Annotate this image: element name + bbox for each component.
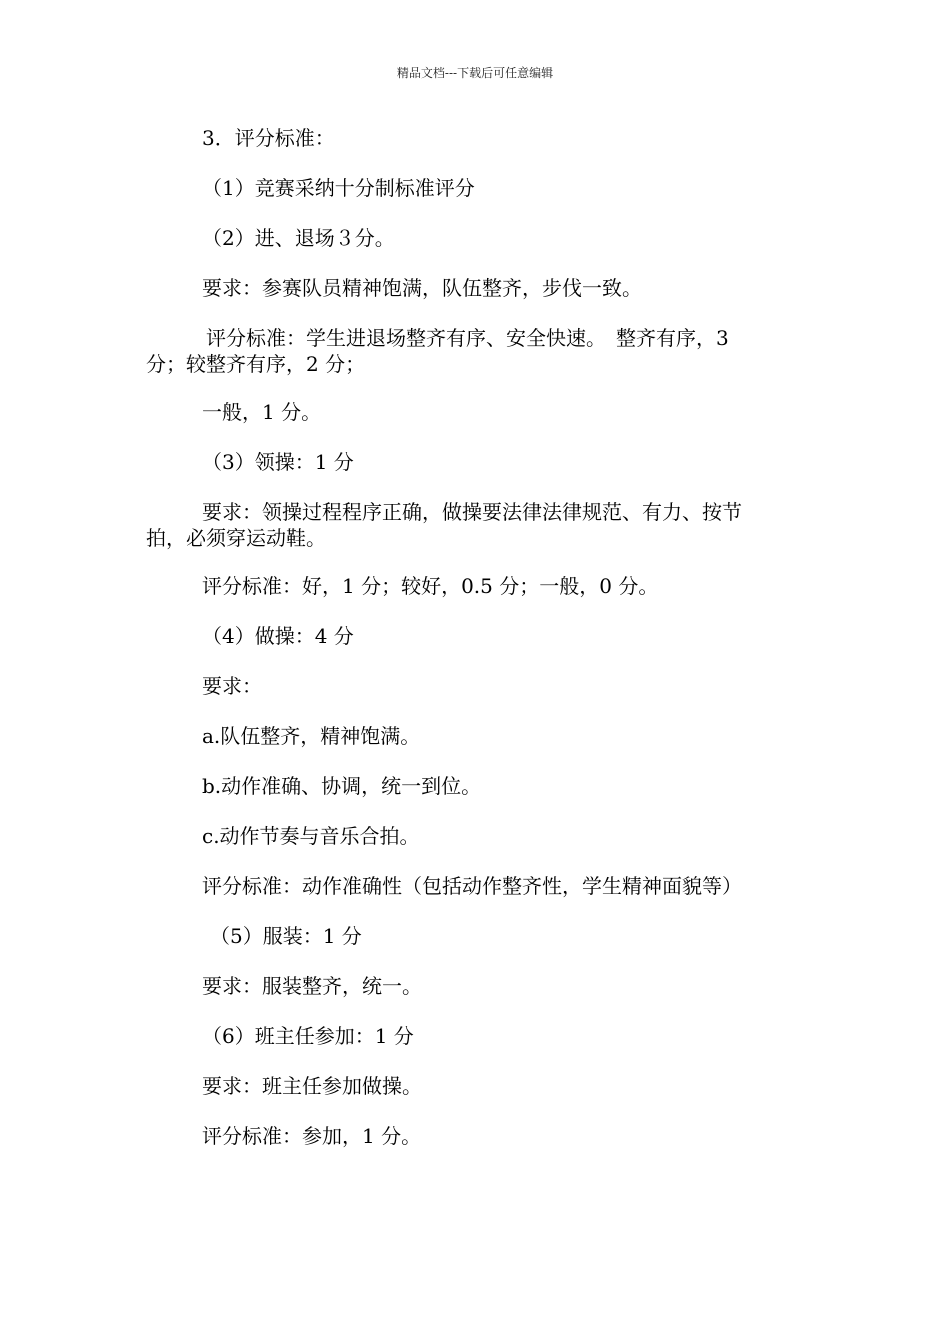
list-item: c.动作节奏与音乐合拍。 xyxy=(202,824,420,848)
list-item: （1）竞赛采纳十分制标准评分 xyxy=(202,176,475,200)
list-item: a.队伍整齐，精神饱满。 xyxy=(202,724,421,748)
list-item: （2）进、退场３分。 xyxy=(202,226,395,250)
list-item: （5）服装：1 分 xyxy=(210,924,362,948)
section-heading: 3．评分标准： xyxy=(202,126,335,150)
page-header: 精品文档---下载后可任意编辑 xyxy=(396,66,554,80)
paragraph: 评分标准：参加，1 分。 xyxy=(202,1124,422,1148)
list-item: （3）领操：1 分 xyxy=(202,450,354,474)
list-item: b.动作准确、协调，统一到位。 xyxy=(202,774,482,798)
paragraph-continuation: 分；较整齐有序，2 分； xyxy=(146,352,366,376)
paragraph: 要求：领操过程程序正确，做操要法律法律规范、有力、按节 xyxy=(202,500,742,524)
paragraph: 要求：参赛队员精神饱满，队伍整齐，步伐一致。 xyxy=(202,276,642,300)
list-item: （6）班主任参加：1 分 xyxy=(202,1024,414,1048)
paragraph: 评分标准：好，1 分；较好，0.5 分；一般，0 分。 xyxy=(202,574,659,598)
paragraph: 评分标准：动作准确性（包括动作整齐性，学生精神面貌等） xyxy=(202,874,742,898)
list-item: （4）做操：4 分 xyxy=(202,624,354,648)
paragraph: 评分标准：学生进退场整齐有序、安全快速。 整齐有序，3 xyxy=(206,326,729,350)
paragraph: 要求：班主任参加做操。 xyxy=(202,1074,422,1098)
paragraph: 要求： xyxy=(202,674,262,698)
paragraph: 要求：服装整齐，统一。 xyxy=(202,974,422,998)
paragraph: 一般，1 分。 xyxy=(202,400,322,424)
paragraph-continuation: 拍，必须穿运动鞋。 xyxy=(146,526,326,550)
